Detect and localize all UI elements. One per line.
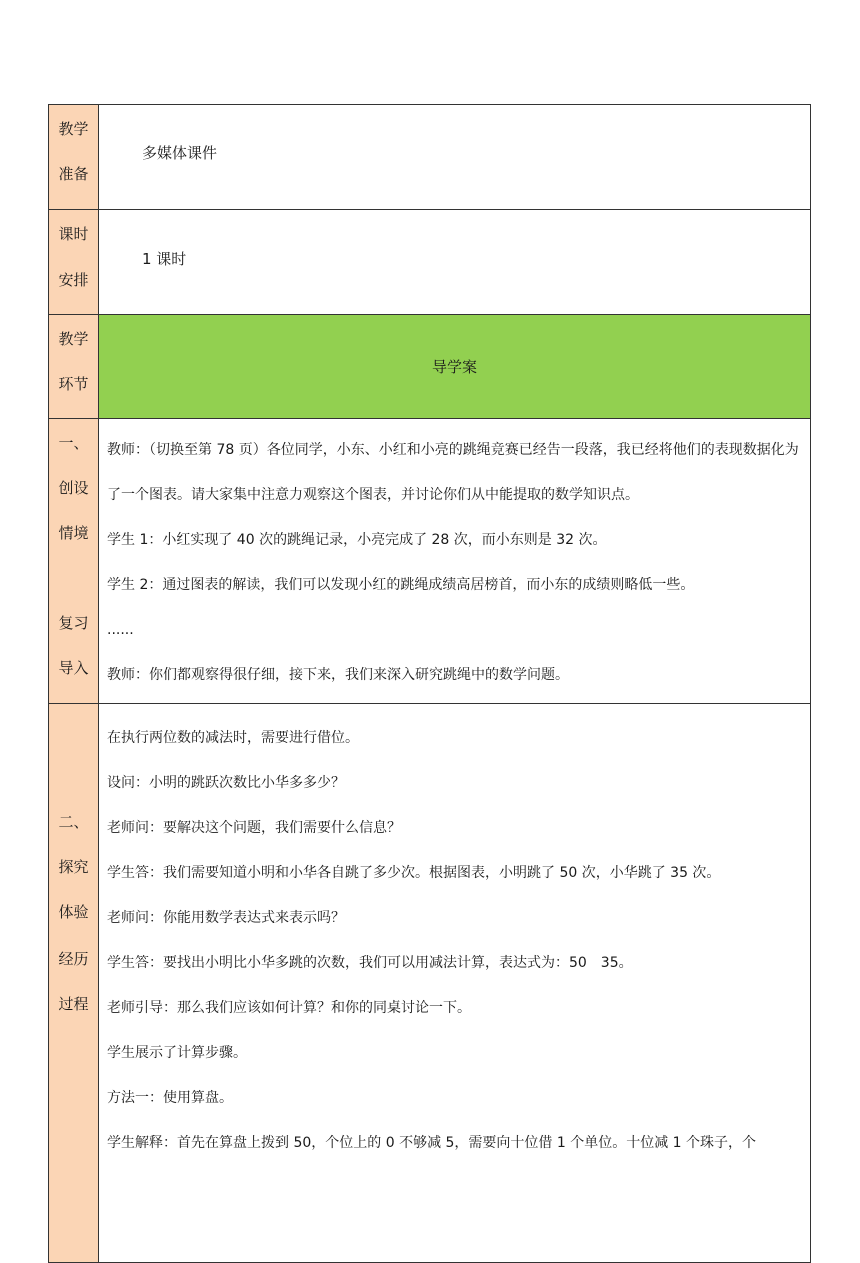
paragraph: 在执行两位数的减法时，需要进行借位。 (107, 730, 359, 746)
paragraph: 方法一：使用算盘。 (107, 1090, 233, 1106)
section-subtitle (49, 949, 98, 1014)
row-label-section-two (49, 704, 99, 1263)
paragraph: 老师问：要解决这个问题，我们需要什么信息？ (107, 820, 401, 836)
table-row-section-two (49, 704, 811, 1263)
paragraph: 老师引导：那么我们应该如何计算？和你的同桌讨论一下。 (107, 1000, 471, 1016)
table-row-section-one (49, 419, 811, 704)
label-line: 安排 (58, 271, 89, 289)
dialogue-block (99, 419, 810, 698)
label-line: 情境 (58, 524, 89, 542)
paragraph: 教师：（切换至第 78 页）各位同学，小东、小红和小亮的跳绳竞赛已经告一段落，我已经将他们的表现数据化为了一个图表。请大家集中注意力观察这个图表，并讨论你们从中能提取的数学知识点。 (107, 442, 799, 503)
paragraph: 学生 1：小红实现了 40 次的跳绳记录，小亮完成了 28 次，而小东则是 32 次。 (107, 532, 607, 548)
label-line: 复习 (58, 614, 89, 632)
label-line: 经历 (58, 950, 89, 968)
row-content-preparation (99, 105, 811, 210)
section-title (49, 433, 98, 543)
label-line: 探究 (58, 858, 89, 876)
row-content-section-two (99, 704, 811, 1263)
paragraph: 学生解释：首先在算盘上拨到 50，个位上的 0 不够减 5，需要向十位借 1 个单位。十位减 1 个珠子，个 (107, 1135, 757, 1151)
paragraph: 学生答：要找出小明比小华多跳的次数，我们可以用减法计算，表达式为：50 35。 (107, 955, 633, 971)
guide-plan-header: 导学案 (99, 315, 811, 419)
row-content-schedule (99, 210, 811, 315)
section-subtitle (49, 613, 98, 678)
row-content-section-one (99, 419, 811, 704)
paragraph: ...... (107, 622, 134, 638)
label-line: 教学 (58, 120, 89, 138)
label-line: 创设 (58, 479, 89, 497)
row-label-preparation (49, 105, 99, 210)
label-line: 体验 (58, 903, 89, 921)
table-row-teaching-stage (49, 315, 811, 419)
paragraph: 教师：你们都观察得很仔细，接下来，我们来深入研究跳绳中的数学问题。 (107, 667, 569, 683)
row-label-schedule (49, 210, 99, 315)
paragraph: 老师问：你能用数学表达式来表示吗？ (107, 910, 345, 926)
schedule-text: 1 课时 (142, 250, 187, 268)
table-row-preparation (49, 105, 811, 210)
paragraph: 学生 2：通过图表的解读，我们可以发现小红的跳绳成绩高居榜首，而小东的成绩则略低一些。 (107, 577, 695, 593)
label-line: 过程 (58, 995, 89, 1013)
table-row-schedule (49, 210, 811, 315)
lesson-plan-table (48, 104, 811, 1263)
row-label-teaching-stage (49, 315, 99, 419)
paragraph: 学生答：我们需要知道小明和小华各自跳了多少次。根据图表，小明跳了 50 次，小华跳了 35 次。 (107, 865, 721, 881)
section-title (49, 812, 98, 922)
label-line: 一、 (58, 434, 89, 452)
label-line: 导入 (58, 659, 89, 677)
preparation-text: 多媒体课件 (142, 144, 218, 162)
label-line: 课时 (58, 225, 89, 243)
paragraph: 设问：小明的跳跃次数比小华多多少？ (107, 775, 345, 791)
row-label-section-one (49, 419, 99, 704)
dialogue-block (99, 704, 810, 1166)
label-line: 教学 (58, 330, 89, 348)
label-line: 准备 (58, 165, 89, 183)
label-line: 环节 (58, 375, 89, 393)
label-line: 二、 (58, 813, 89, 831)
paragraph: 学生展示了计算步骤。 (107, 1045, 247, 1061)
